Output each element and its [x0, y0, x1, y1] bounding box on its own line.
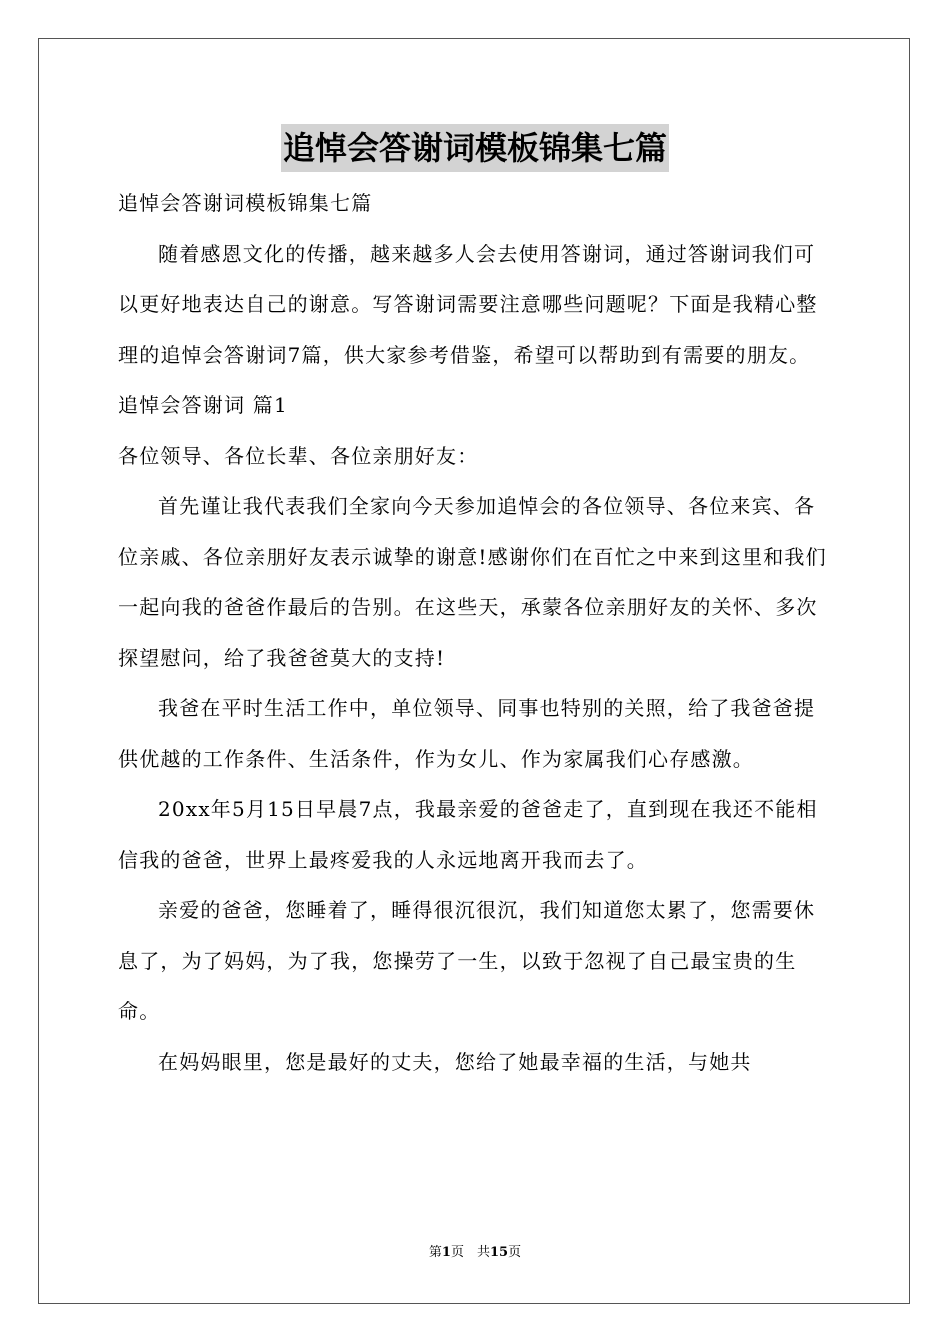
current-page-number: 1	[441, 1245, 451, 1260]
paragraph: 亲爱的爸爸，您睡着了，睡得很沉很沉，我们知道您太累了，您需要休息了，为了妈妈，为了我，您操劳了一生，以致于忽视了自己最宝贵的生命。	[118, 898, 816, 1023]
paragraph: 首先谨让我代表我们全家向今天参加追悼会的各位领导、各位来宾、各位亲戚、各位亲朋好友表示诚挚的谢意!感谢你们在百忙之中来到这里和我们一起向我的爸爸作最后的告别。在这些天，承蒙各位亲朋好友的关怀、多次探望慰问，给了我爸爸莫大的支持!	[118, 494, 827, 670]
footer-prefix: 第	[428, 1245, 442, 1260]
total-page-number: 15	[489, 1245, 509, 1260]
section-heading: 追悼会答谢词 篇1	[118, 393, 288, 417]
paragraph: 随着感恩文化的传播，越来越多人会去使用答谢词，通过答谢词我们可以更好地表达自己的谢意。写答谢词需要注意哪些问题呢？下面是我精心整理的追悼会答谢词7篇，供大家参考借鉴，希望可以帮助到有需要的朋友。	[118, 241, 818, 367]
footer-middle: 页 共	[450, 1245, 490, 1260]
salutation: 各位领导、各位长辈、各位亲朋好友：	[118, 443, 479, 468]
document-title: 追悼会答谢词模板锦集七篇	[281, 124, 669, 172]
paragraph: 20xx年5月15日早晨7点，我最亲爱的爸爸走了，直到现在我还不能相信我的爸爸，世界上最疼爱我的人永远地离开我而去了。	[118, 797, 818, 872]
paragraph: 我爸在平时生活工作中，单位领导、同事也特别的关照，给了我爸爸提供优越的工作条件、生活条件，作为女儿、作为家属我们心存感激。	[118, 696, 816, 771]
footer-suffix: 页	[508, 1245, 522, 1260]
paragraph: 追悼会答谢词模板锦集七篇	[118, 191, 373, 215]
page-footer	[0, 1244, 950, 1262]
title-container	[0, 124, 950, 172]
document-body	[118, 178, 834, 1087]
paragraph: 在妈妈眼里，您是最好的丈夫，您给了她最幸福的生活，与她共	[158, 1049, 752, 1074]
